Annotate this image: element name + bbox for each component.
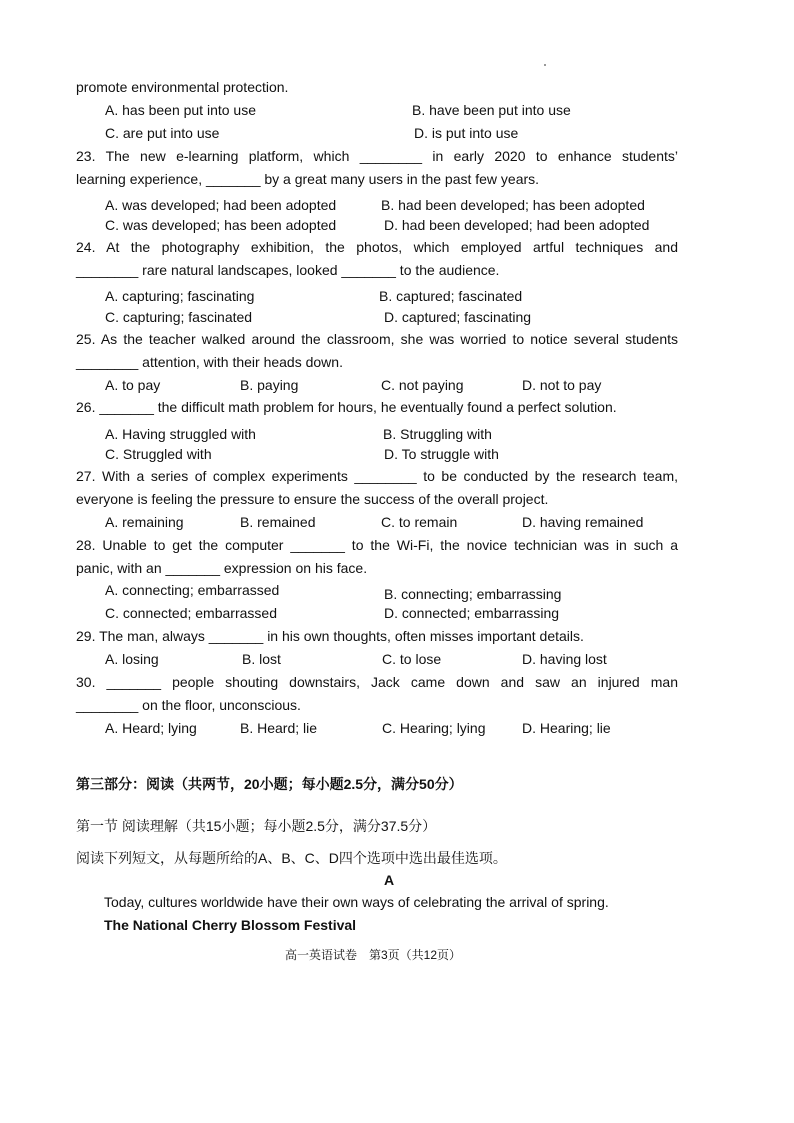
option-a: A. connecting; embarrassed: [105, 582, 280, 598]
option-c: C. to lose: [382, 651, 442, 667]
option-a: A. has been put into use: [105, 102, 256, 118]
option-c: C. are put into use: [105, 125, 220, 141]
instruction-text: 阅读下列短文，从每题所给的A、B、C、D四个选项中选出最佳选项。: [76, 850, 507, 866]
option-d: D. not to pay: [522, 377, 602, 393]
question-24-stem: 24. At the photography exhibition, the photos, which employed artful techniques and: [76, 239, 678, 255]
option-a: A. Having struggled with: [105, 426, 256, 442]
question-28-stem: 28. Unable to get the computer _______ to the Wi-Fi, the novice technician was in such a: [76, 537, 678, 553]
question-25-stem-cont: ________ attention, with their heads down.: [76, 354, 343, 370]
question-25-stem: 25. As the teacher walked around the classroom, she was worried to notice several students: [76, 331, 678, 347]
option-b: B. have been put into use: [412, 102, 571, 118]
question-27-stem-cont: everyone is feeling the pressure to ensure the success of the overall project.: [76, 491, 549, 507]
option-c: C. Struggled with: [105, 446, 212, 462]
option-c: C. Hearing; lying: [382, 720, 486, 736]
option-d: D. captured; fascinating: [384, 309, 532, 325]
scan-speck: [544, 64, 546, 66]
question-27-stem: 27. With a series of complex experiments ________ to be conducted by the research team,: [76, 468, 678, 484]
option-c: C. to remain: [381, 514, 458, 530]
question-28-stem-cont: panic, with an _______ expression on his face.: [76, 560, 368, 576]
option-a: A. to pay: [105, 377, 161, 393]
option-d: D. To struggle with: [384, 446, 499, 462]
option-a: A. capturing; fascinating: [105, 288, 255, 304]
section-heading: 第一节 阅读理解（共15小题；每小题2.5分，满分37.5分）: [76, 818, 437, 834]
option-d: D. had been developed; had been adopted: [384, 217, 650, 233]
option-d: D. Hearing; lie: [522, 720, 611, 736]
option-b: B. had been developed; has been adopted: [381, 197, 645, 213]
option-d: D. is put into use: [414, 125, 519, 141]
option-c: C. connected; embarrassed: [105, 605, 277, 621]
option-c: C. not paying: [381, 377, 464, 393]
option-c: C. was developed; has been adopted: [105, 217, 337, 233]
option-b: B. paying: [240, 377, 299, 393]
passage-text: Today, cultures worldwide have their own ways of celebrating the arrival of spring.: [104, 894, 609, 910]
option-a: A. was developed; had been adopted: [105, 197, 337, 213]
option-b: B. Struggling with: [383, 426, 492, 442]
option-b: B. connecting; embarrassing: [384, 586, 562, 602]
passage-letter: A: [384, 872, 395, 888]
question-24-stem-cont: ________ rare natural landscapes, looked _______ to the audience.: [76, 262, 500, 278]
question-29-stem: 29. The man, always _______ in his own thoughts, often misses important details.: [76, 628, 584, 644]
question-30-stem: 30. _______ people shouting downstairs, Jack came down and saw an injured man: [76, 674, 678, 690]
question-30-stem-cont: ________ on the floor, unconscious.: [76, 697, 301, 713]
text-line: promote environmental protection.: [76, 79, 289, 95]
option-d: D. connected; embarrassing: [384, 605, 560, 621]
option-d: D. having remained: [522, 514, 644, 530]
question-26-stem: 26. _______ the difficult math problem for hours, he eventually found a perfect solution.: [76, 399, 617, 415]
option-c: C. capturing; fascinated: [105, 309, 253, 325]
option-b: B. Heard; lie: [240, 720, 318, 736]
question-23-stem-cont: learning experience, _______ by a great many users in the past few years.: [76, 171, 540, 187]
option-b: B. remained: [240, 514, 316, 530]
page-footer: 高一英语试卷 第3页（共12页）: [285, 948, 462, 962]
question-23-stem: 23. The new e-learning platform, which ________ in early 2020 to enhance students’: [76, 148, 678, 164]
option-a: A. remaining: [105, 514, 184, 530]
option-b: B. captured; fascinated: [379, 288, 523, 304]
part-heading: 第三部分：阅读（共两节，20小题；每小题2.5分，满分50分）: [76, 776, 463, 792]
passage-heading: The National Cherry Blossom Festival: [104, 917, 357, 933]
option-b: B. lost: [242, 651, 281, 667]
option-a: A. losing: [105, 651, 159, 667]
option-d: D. having lost: [522, 651, 607, 667]
option-a: A. Heard; lying: [105, 720, 197, 736]
